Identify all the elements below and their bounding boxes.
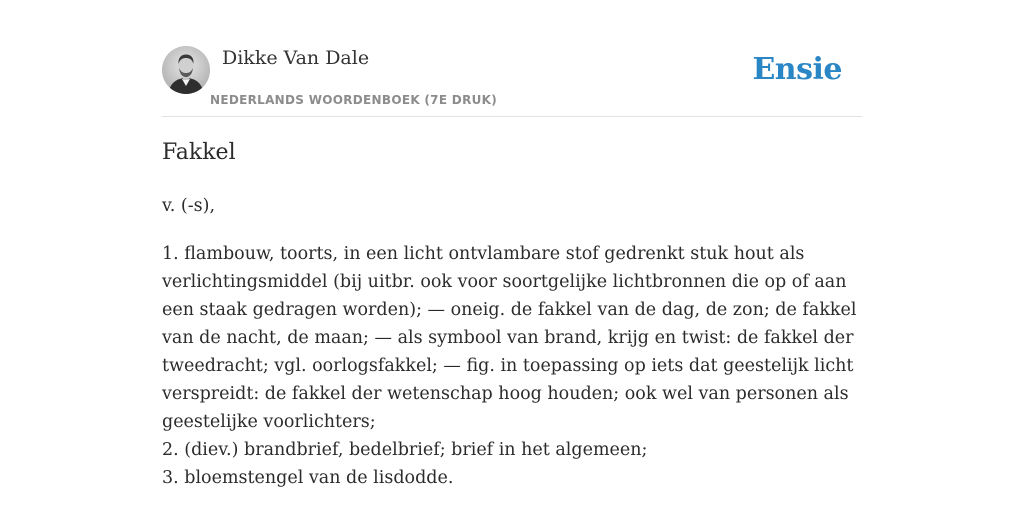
page-header: [162, 46, 862, 117]
author-name[interactable]: Dikke Van Dale: [222, 47, 370, 69]
source-name[interactable]: NEDERLANDS WOORDENBOEK (7E DRUK): [210, 93, 498, 107]
page: [162, 0, 862, 512]
definition-item: 2. (diev.) brandbrief, bedelbrief; brief in het algemeen;: [162, 440, 648, 460]
portrait-photo-icon: [162, 46, 210, 94]
definition-item: 3. bloemstengel van de lisdodde.: [162, 468, 454, 488]
entry-title: Fakkel: [162, 140, 236, 165]
definition-item: 1. flambouw, toorts, in een licht ontvlambare stof gedrenkt stuk hout als verlichtingsmiddel (bij uitbr. ook voor soortgelijke lichtbronnen die op of aan een staak gedragen worden); — oneig. de fakkel van de dag, de zon; de fakkel van de nacht, de maan; — als symbool van brand, krijg en twist: de fakkel der tweedracht; vgl. oorlogsfakkel; — fig. in toepassing op iets dat geestelijk licht verspreidt: de fakkel der wetenschap hoog houden; ook wel van personen als geestelijke voorlichters;: [162, 244, 857, 432]
entry-grammar: v. (-s),: [162, 196, 216, 216]
brand-logo[interactable]: Ensie: [752, 52, 842, 87]
definitions-list: [162, 240, 862, 492]
avatar[interactable]: [162, 46, 210, 94]
